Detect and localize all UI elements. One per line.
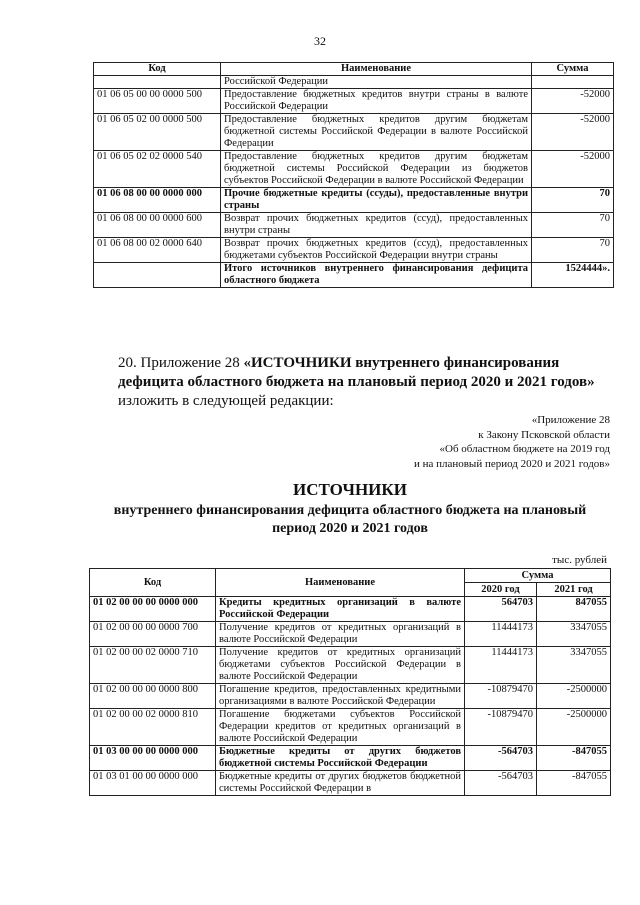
- table-row: [90, 597, 611, 622]
- row-name: Итого источников внутреннего финансирования дефицита областного бюджета: [221, 263, 532, 288]
- table-row: [94, 89, 614, 114]
- row-amount-2021: -2500000: [537, 684, 611, 709]
- row-code: 01 02 00 00 02 0000 710: [90, 647, 216, 684]
- row-amount: 70: [532, 213, 614, 238]
- row-name: Бюджетные кредиты от других бюджетов бюджетной системы Российской Федерации в: [216, 771, 465, 796]
- row-amount: -52000: [532, 114, 614, 151]
- table-row: [90, 684, 611, 709]
- row-name: Погашение бюджетами субъектов Российской Федерации кредитов от кредитных организаций в валюте Российской Федерации: [216, 709, 465, 746]
- table2-body: [90, 597, 611, 796]
- document-title: ИСТОЧНИКИ: [293, 480, 407, 499]
- table-row: [94, 151, 614, 188]
- table-row: [90, 622, 611, 647]
- row-amount: 70: [532, 238, 614, 263]
- row-amount: [532, 76, 614, 89]
- table-row: [94, 188, 614, 213]
- row-name: Российской Федерации: [221, 76, 532, 89]
- row-name: Получение кредитов от кредитных организаций в валюте Российской Федерации: [216, 622, 465, 647]
- row-amount: -52000: [532, 89, 614, 114]
- header-sum: Сумма: [465, 569, 611, 583]
- header-code: Код: [94, 63, 221, 76]
- row-name: Погашение кредитов, предоставленных кредитными организациями в валюте Российской Федерации: [216, 684, 465, 709]
- header-code: Код: [90, 569, 216, 597]
- row-amount-2020: -10879470: [465, 709, 537, 746]
- page-number: 32: [314, 34, 326, 48]
- table-row: [94, 213, 614, 238]
- header-year-2021: 2021 год: [537, 583, 611, 597]
- row-amount: 1524444».: [532, 263, 614, 288]
- paragraph-lead: 20. Приложение 28: [118, 355, 244, 371]
- paragraph-tail: изложить в следующей редакции:: [118, 393, 334, 409]
- table-row: [90, 709, 611, 746]
- appendix-reference: [414, 413, 610, 471]
- appendix-line-2: к Закону Псковской области: [478, 428, 610, 441]
- header-name: Наименование: [221, 63, 532, 76]
- row-code: 01 02 00 00 00 0000 700: [90, 622, 216, 647]
- row-amount-2020: 11444173: [465, 647, 537, 684]
- header-name: Наименование: [216, 569, 465, 597]
- row-code: 01 03 00 00 00 0000 000: [90, 746, 216, 771]
- header-amount: Сумма: [532, 63, 614, 76]
- row-code: 01 06 08 00 00 0000 000: [94, 188, 221, 213]
- row-code: 01 06 05 02 00 0000 500: [94, 114, 221, 151]
- row-code: 01 02 00 00 00 0000 800: [90, 684, 216, 709]
- sources-table-continued: [93, 62, 614, 288]
- row-amount-2021: 3347055: [537, 622, 611, 647]
- row-code: 01 06 05 00 00 0000 500: [94, 89, 221, 114]
- row-amount-2021: -847055: [537, 771, 611, 796]
- header-year-2020: 2020 год: [465, 583, 537, 597]
- row-code: 01 06 08 00 00 0000 600: [94, 213, 221, 238]
- row-amount-2021: -2500000: [537, 709, 611, 746]
- row-code: 01 06 08 00 02 0000 640: [94, 238, 221, 263]
- row-amount-2020: -10879470: [465, 684, 537, 709]
- table-row: [94, 263, 614, 288]
- row-amount: -52000: [532, 151, 614, 188]
- appendix-line-1: «Приложение 28: [531, 414, 610, 426]
- row-name: Предоставление бюджетных кредитов другим бюджетам бюджетной системы Российской Федерации в валюте Российской Федерации: [221, 114, 532, 151]
- row-name: Прочие бюджетные кредиты (ссуды), предоставленные внутри страны: [221, 188, 532, 213]
- appendix-line-4: и на плановый период 2020 и 2021 годов»: [413, 457, 610, 470]
- row-amount-2021: 3347055: [537, 647, 611, 684]
- row-code: [94, 76, 221, 89]
- row-amount-2020: -564703: [465, 746, 537, 771]
- row-code: [94, 263, 221, 288]
- table-row: [90, 647, 611, 684]
- row-name: Предоставление бюджетных кредитов внутри страны в валюте Российской Федерации: [221, 89, 532, 114]
- row-code: 01 02 00 00 02 0000 810: [90, 709, 216, 746]
- row-amount-2020: 11444173: [465, 622, 537, 647]
- table-row: [90, 771, 611, 796]
- table-row: [94, 76, 614, 89]
- row-amount-2021: 847055: [537, 597, 611, 622]
- amendment-paragraph: [118, 354, 612, 411]
- sources-table-2020-2021: [89, 568, 611, 796]
- row-name: Возврат прочих бюджетных кредитов (ссуд), предоставленных бюджетами субъектов Российской Федерации внутри страны: [221, 238, 532, 263]
- row-code: 01 03 01 00 00 0000 000: [90, 771, 216, 796]
- row-amount: 70: [532, 188, 614, 213]
- document-subtitle-line2: период 2020 и 2021 годов: [272, 521, 428, 536]
- row-amount-2020: -564703: [465, 771, 537, 796]
- row-name: Кредиты кредитных организаций в валюте Российской Федерации: [216, 597, 465, 622]
- row-code: 01 02 00 00 00 0000 000: [90, 597, 216, 622]
- document-subtitle-line1: внутреннего финансирования дефицита областного бюджета на плановый: [113, 503, 587, 518]
- row-amount-2020: 564703: [465, 597, 537, 622]
- table-row: [94, 114, 614, 151]
- table-row: [94, 238, 614, 263]
- row-code: 01 06 05 02 02 0000 540: [94, 151, 221, 188]
- row-name: Возврат прочих бюджетных кредитов (ссуд), предоставленных внутри страны: [221, 213, 532, 238]
- table1-body: [94, 76, 614, 288]
- table-row: [90, 746, 611, 771]
- row-name: Бюджетные кредиты от других бюджетов бюджетной системы Российской Федерации: [216, 746, 465, 771]
- row-name: Получение кредитов от кредитных организаций бюджетами субъектов Российской Федерации в валюте Российской Федерации: [216, 647, 465, 684]
- unit-label: тыс. рублей: [552, 554, 607, 566]
- paragraph-bold-title: «ИСТОЧНИКИ внутреннего финансирования дефицита областного бюджета на плановый период 2020 и 2021 годов»: [118, 355, 595, 390]
- row-name: Предоставление бюджетных кредитов другим бюджетам бюджетной системы Российской Федерации из бюджетов субъектов Российской Федерации в валюте Российской Федерации: [221, 151, 532, 188]
- row-amount-2021: -847055: [537, 746, 611, 771]
- appendix-line-3: «Об областном бюджете на 2019 год: [439, 443, 610, 455]
